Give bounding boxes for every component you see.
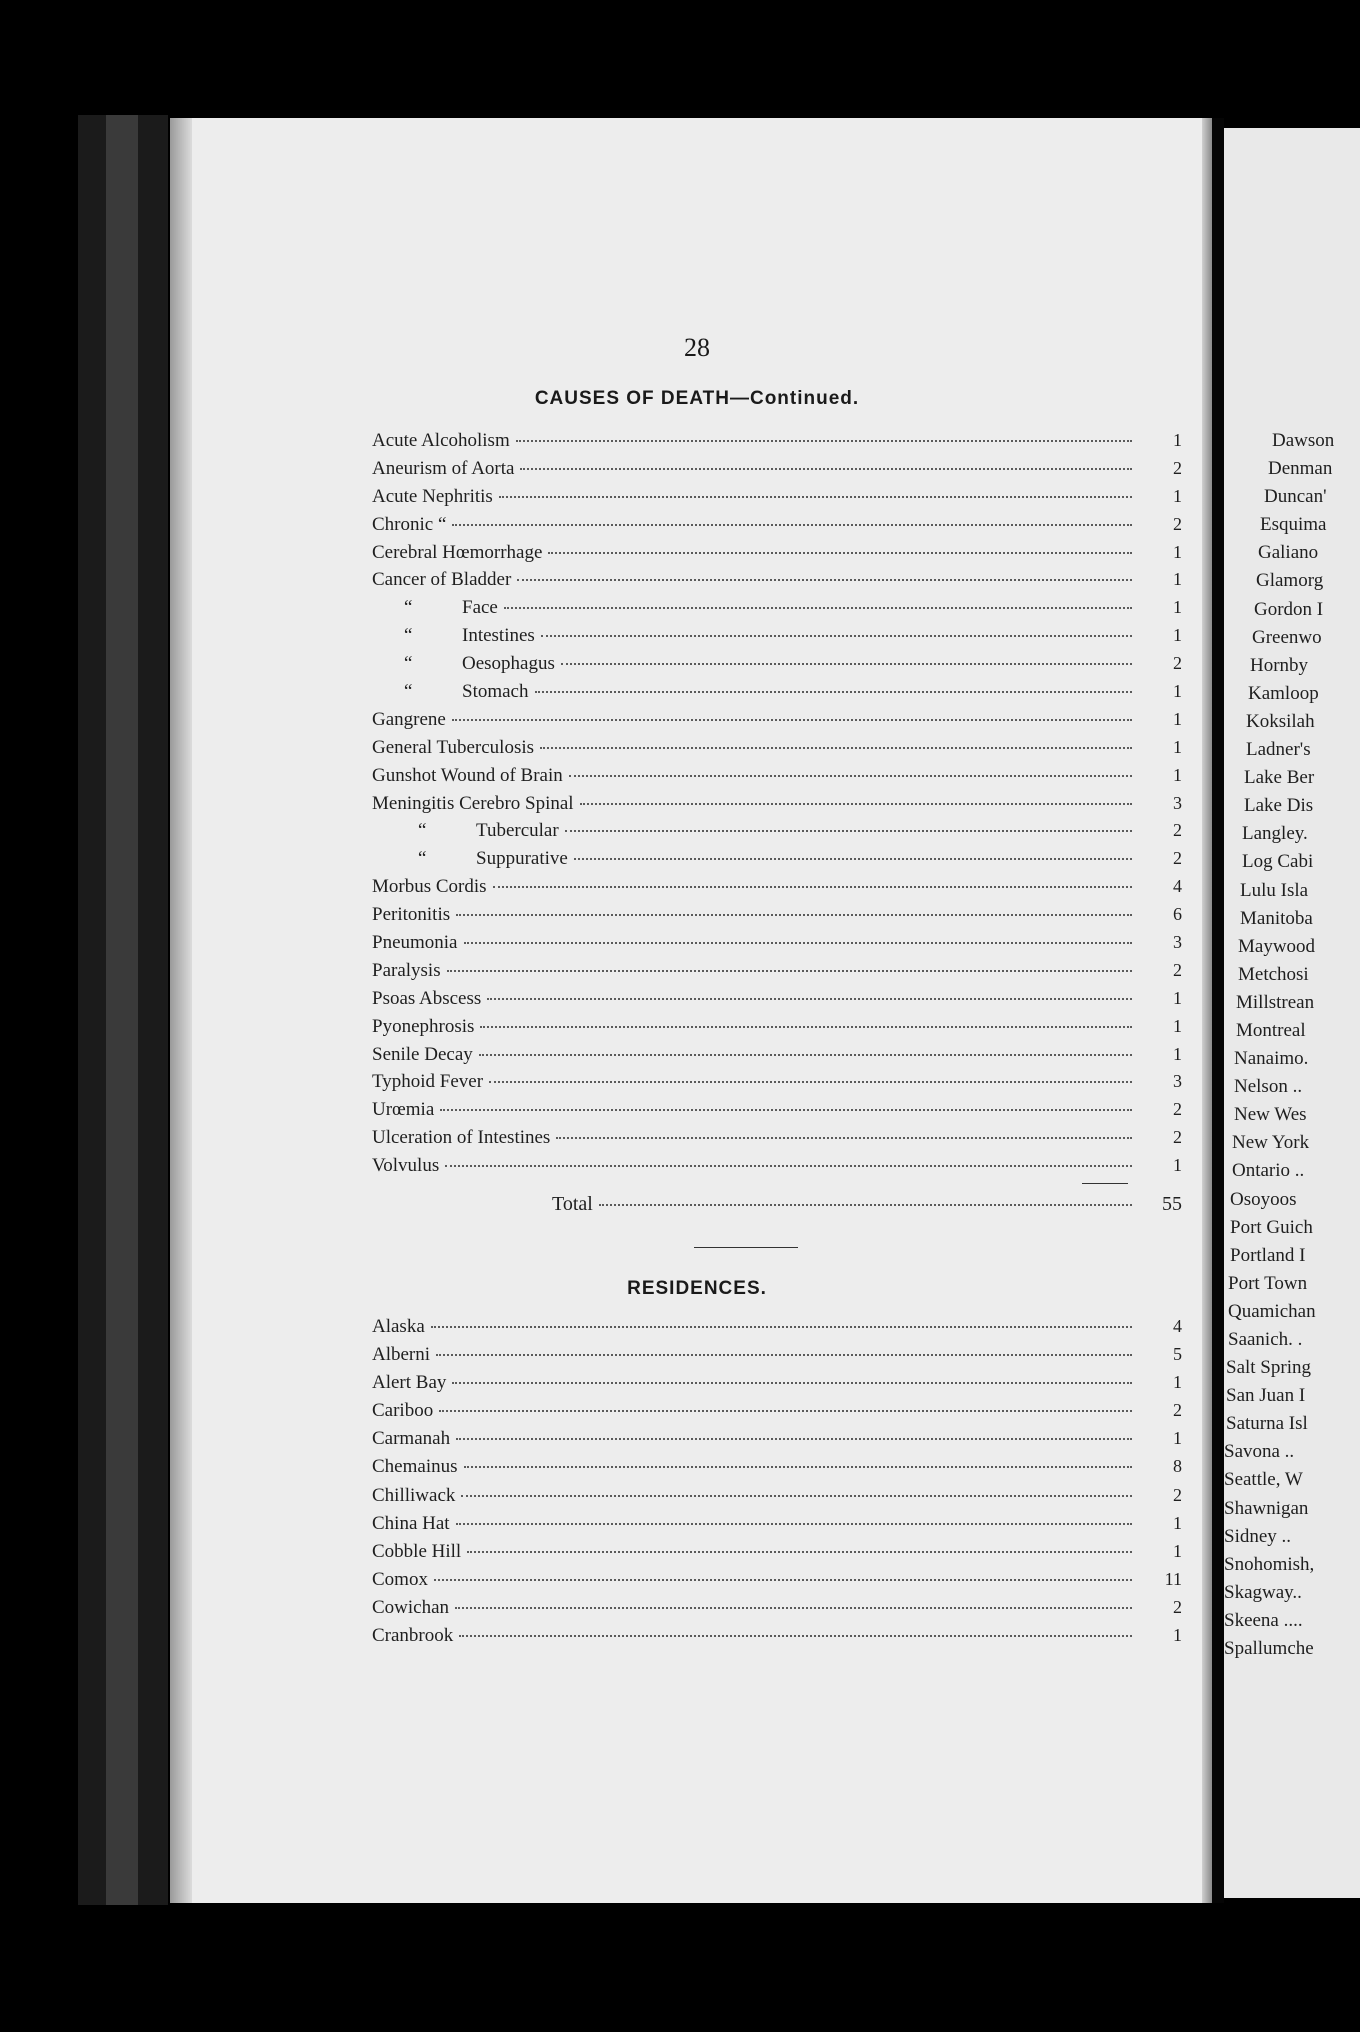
residence-count: 2 bbox=[1173, 1596, 1182, 1617]
dot-leader bbox=[447, 970, 1132, 972]
cause-row bbox=[372, 765, 1182, 793]
facing-page-entry: Lake Dis bbox=[1244, 795, 1314, 817]
cause-name: Peritonitis bbox=[372, 904, 451, 926]
dot-leader bbox=[569, 775, 1132, 777]
dot-leader bbox=[459, 1635, 1132, 1637]
cause-row bbox=[372, 1044, 1182, 1072]
cause-name: Urœmia bbox=[372, 1099, 435, 1121]
dot-leader bbox=[439, 1410, 1132, 1412]
facing-page-entry: Quamichan bbox=[1228, 1300, 1316, 1322]
cause-name: Acute Nephritis bbox=[372, 485, 493, 507]
dot-leader bbox=[599, 1204, 1132, 1206]
cause-label bbox=[372, 1071, 483, 1093]
cause-label bbox=[372, 1155, 439, 1177]
cause-name: Psoas Abscess bbox=[372, 987, 482, 1009]
residence-count: 2 bbox=[1173, 1484, 1182, 1505]
residence-row bbox=[372, 1597, 1182, 1625]
cause-row bbox=[372, 542, 1182, 570]
ditto-mark: “ bbox=[404, 625, 413, 647]
page-number: 28 bbox=[684, 333, 710, 362]
facing-page-entry: San Juan I bbox=[1226, 1385, 1306, 1407]
facing-page-entry: New York bbox=[1232, 1132, 1310, 1154]
facing-page-entry: Lulu Isla bbox=[1240, 879, 1309, 901]
facing-page-entry: Manitoba bbox=[1240, 907, 1313, 929]
facing-page-entry: Nelson .. bbox=[1234, 1076, 1303, 1098]
cause-row bbox=[372, 458, 1182, 486]
cause-label bbox=[372, 765, 563, 787]
facing-page-entry: Greenwo bbox=[1252, 626, 1322, 648]
dot-leader bbox=[455, 1607, 1132, 1609]
total-label: Total bbox=[552, 1193, 593, 1215]
facing-page-entry: Osoyoos bbox=[1230, 1188, 1297, 1210]
cause-name: Morbus Cordis bbox=[372, 876, 487, 898]
residence-name: China Hat bbox=[372, 1512, 450, 1534]
residence-name: Comox bbox=[372, 1568, 428, 1590]
dot-leader bbox=[480, 1026, 1132, 1028]
cause-count: 2 bbox=[1173, 959, 1182, 980]
cause-label bbox=[372, 597, 498, 619]
cause-count: 2 bbox=[1173, 820, 1182, 841]
cause-count: 1 bbox=[1173, 541, 1182, 562]
cause-count: 1 bbox=[1173, 569, 1182, 590]
cause-count: 2 bbox=[1173, 653, 1182, 674]
cause-name: Cerebral Hœmorrhage bbox=[372, 541, 543, 563]
cause-row bbox=[372, 960, 1182, 988]
dot-leader bbox=[479, 1054, 1132, 1056]
facing-page-entry: Saanich. . bbox=[1228, 1329, 1303, 1350]
cause-row bbox=[372, 793, 1182, 821]
ditto-mark: “ bbox=[404, 681, 413, 703]
total-value: 55 bbox=[1162, 1193, 1182, 1215]
facing-page-entry: Nanaimo. bbox=[1234, 1048, 1309, 1070]
dot-leader bbox=[489, 1081, 1132, 1083]
cause-name: Suppurative bbox=[476, 848, 568, 870]
cause-label bbox=[372, 737, 534, 759]
dot-leader bbox=[561, 663, 1132, 665]
residence-row bbox=[372, 1541, 1182, 1569]
dot-leader bbox=[565, 830, 1132, 832]
cause-name: Pyonephrosis bbox=[372, 1015, 475, 1037]
residence-name: Cobble Hill bbox=[372, 1540, 462, 1562]
residence-count: 11 bbox=[1164, 1568, 1182, 1589]
cause-count: 2 bbox=[1173, 457, 1182, 478]
cause-label bbox=[372, 709, 446, 731]
facing-page-entry: Saturna Isl bbox=[1226, 1413, 1308, 1435]
cause-row bbox=[372, 709, 1182, 737]
facing-page-entry: Snohomish, bbox=[1224, 1553, 1315, 1575]
cause-name: Acute Alcoholism bbox=[372, 430, 510, 451]
residence-count: 1 bbox=[1173, 1372, 1182, 1393]
residence-count: 1 bbox=[1173, 1540, 1182, 1561]
cause-row bbox=[372, 820, 1182, 848]
cause-name: Typhoid Fever bbox=[372, 1071, 484, 1093]
cause-count: 2 bbox=[1173, 1099, 1182, 1120]
residence-count: 1 bbox=[1173, 1625, 1182, 1646]
cause-name: Pneumonia bbox=[372, 932, 458, 954]
cause-row bbox=[372, 904, 1182, 932]
cause-count: 1 bbox=[1173, 625, 1182, 646]
facing-page-entry: Glamorg bbox=[1256, 570, 1324, 592]
cause-label bbox=[372, 904, 450, 926]
facing-page-entry: Ladner's bbox=[1246, 739, 1311, 761]
facing-page-entry: Savona .. bbox=[1224, 1441, 1295, 1463]
cause-count: 1 bbox=[1173, 708, 1182, 729]
ditto-mark: “ bbox=[404, 597, 413, 619]
facing-page-entry: Galiano bbox=[1258, 542, 1319, 564]
cause-name: Aneurism of Aorta bbox=[372, 457, 515, 479]
cause-count: 1 bbox=[1173, 1043, 1182, 1064]
cause-name: Meningitis Cerebro Spinal bbox=[372, 792, 574, 814]
dot-leader bbox=[452, 524, 1132, 526]
dot-leader bbox=[440, 1109, 1132, 1111]
cause-count: 2 bbox=[1173, 848, 1182, 869]
cause-name: Volvulus bbox=[372, 1155, 440, 1177]
residence-name: Cariboo bbox=[372, 1400, 434, 1422]
facing-page-entry: Spallumche bbox=[1224, 1638, 1314, 1660]
cause-name: Intestines bbox=[462, 625, 535, 647]
cause-name: Gunshot Wound of Brain bbox=[372, 764, 563, 786]
residence-row bbox=[372, 1316, 1182, 1344]
cause-row bbox=[372, 597, 1182, 625]
book-spine-fold bbox=[106, 115, 138, 1905]
cause-label bbox=[372, 486, 493, 508]
cause-row bbox=[372, 569, 1182, 597]
residence-row bbox=[372, 1428, 1182, 1456]
residence-count: 5 bbox=[1173, 1344, 1182, 1365]
facing-page-entry: Esquima bbox=[1260, 514, 1327, 536]
cause-name: Gangrene bbox=[372, 708, 446, 730]
facing-page-entry: Portland I bbox=[1230, 1244, 1306, 1266]
cause-label bbox=[372, 848, 568, 870]
cause-count: 1 bbox=[1173, 736, 1182, 757]
cause-count: 1 bbox=[1173, 1155, 1182, 1176]
cause-count: 3 bbox=[1173, 932, 1182, 953]
cause-count: 6 bbox=[1173, 904, 1182, 925]
cause-row bbox=[372, 430, 1182, 458]
cause-label bbox=[372, 430, 510, 452]
cause-label bbox=[372, 681, 529, 703]
facing-page-entry: Salt Spring bbox=[1226, 1357, 1311, 1379]
facing-page-entry: Denman bbox=[1268, 458, 1333, 480]
cause-count: 1 bbox=[1173, 987, 1182, 1008]
cause-row bbox=[372, 876, 1182, 904]
cause-count: 2 bbox=[1173, 513, 1182, 534]
dot-leader bbox=[461, 1495, 1132, 1497]
causes-of-death-list bbox=[372, 430, 1182, 1183]
facing-page-entry: Gordon I bbox=[1254, 598, 1324, 620]
dot-leader bbox=[516, 440, 1132, 442]
dot-leader bbox=[464, 1466, 1133, 1468]
cause-name: Ulceration of Intestines bbox=[372, 1127, 551, 1149]
dot-leader bbox=[487, 998, 1132, 1000]
residence-name: Chilliwack bbox=[372, 1484, 456, 1506]
dot-leader bbox=[574, 858, 1132, 860]
cause-name: General Tuberculosis bbox=[372, 736, 535, 758]
cause-label bbox=[372, 1044, 473, 1066]
residence-row bbox=[372, 1569, 1182, 1597]
residence-count: 2 bbox=[1173, 1400, 1182, 1421]
facing-page-entry: Shawnigan bbox=[1224, 1497, 1309, 1519]
cause-row bbox=[372, 1016, 1182, 1044]
cause-label bbox=[372, 820, 559, 842]
residence-row bbox=[372, 1344, 1182, 1372]
residence-name: Alaska bbox=[372, 1316, 425, 1337]
cause-label bbox=[372, 932, 458, 954]
cause-row bbox=[372, 486, 1182, 514]
cause-count: 3 bbox=[1173, 792, 1182, 813]
dot-leader bbox=[434, 1579, 1132, 1581]
residence-name: Cowichan bbox=[372, 1596, 450, 1618]
facing-page-entry: Skagway.. bbox=[1224, 1581, 1302, 1603]
cause-row bbox=[372, 1071, 1182, 1099]
section-divider bbox=[694, 1247, 798, 1248]
facing-page-entry: Langley. bbox=[1242, 823, 1308, 845]
ditto-mark: “ bbox=[418, 820, 427, 842]
dot-leader bbox=[541, 635, 1132, 637]
residence-count: 8 bbox=[1173, 1456, 1182, 1477]
cause-row bbox=[372, 988, 1182, 1016]
residence-name: Alert Bay bbox=[372, 1372, 447, 1394]
dot-leader bbox=[436, 1354, 1132, 1356]
facing-page-entry: Seattle, W bbox=[1224, 1469, 1303, 1491]
dot-leader bbox=[517, 579, 1132, 581]
facing-page-entry: Montreal bbox=[1236, 1019, 1306, 1041]
residence-count: 4 bbox=[1173, 1316, 1182, 1336]
dot-leader bbox=[456, 1438, 1132, 1440]
residence-count: 1 bbox=[1173, 1512, 1182, 1533]
cause-row bbox=[372, 1127, 1182, 1155]
cause-name: Cancer of Bladder bbox=[372, 569, 512, 591]
dot-leader bbox=[540, 747, 1132, 749]
page-stack-edge bbox=[170, 118, 192, 1903]
cause-count: 2 bbox=[1173, 1127, 1182, 1148]
dot-leader bbox=[464, 942, 1133, 944]
cause-name: Face bbox=[462, 597, 498, 619]
cause-row bbox=[372, 737, 1182, 765]
cause-label bbox=[372, 653, 555, 675]
residence-name: Chemainus bbox=[372, 1456, 458, 1478]
facing-page-entry: Metchosi bbox=[1238, 963, 1309, 985]
cause-count: 1 bbox=[1173, 681, 1182, 702]
residence-row bbox=[372, 1513, 1182, 1541]
facing-page-entry: Port Guich bbox=[1230, 1216, 1313, 1238]
cause-name: Chronic “ bbox=[372, 513, 447, 535]
cause-label bbox=[372, 458, 514, 480]
residences-list bbox=[372, 1316, 1182, 1653]
facing-page-entry: Hornby bbox=[1250, 654, 1309, 676]
dot-leader bbox=[520, 468, 1132, 470]
facing-page-entry: Skeena .... bbox=[1224, 1609, 1303, 1631]
cause-label bbox=[372, 1099, 434, 1121]
dot-leader bbox=[504, 607, 1132, 609]
cause-label bbox=[372, 1016, 474, 1038]
total-rule bbox=[1082, 1183, 1128, 1184]
dot-leader bbox=[493, 886, 1132, 888]
facing-page-residences-list bbox=[1224, 430, 1360, 1666]
dot-leader bbox=[580, 803, 1132, 805]
left-page bbox=[192, 118, 1202, 1903]
cause-name: Paralysis bbox=[372, 959, 441, 981]
facing-page-entry: Duncan' bbox=[1264, 486, 1327, 508]
dot-leader bbox=[445, 1165, 1132, 1167]
facing-page bbox=[1224, 128, 1360, 1898]
cause-label bbox=[372, 1127, 550, 1149]
facing-page-entry: Maywood bbox=[1238, 935, 1316, 957]
cause-row bbox=[372, 1099, 1182, 1127]
cause-count: 1 bbox=[1173, 764, 1182, 785]
residence-name: Alberni bbox=[372, 1344, 431, 1366]
cause-count: 3 bbox=[1173, 1071, 1182, 1092]
residence-count: 1 bbox=[1173, 1428, 1182, 1449]
cause-row bbox=[372, 932, 1182, 960]
cause-count: 4 bbox=[1173, 876, 1182, 897]
cause-count: 1 bbox=[1173, 597, 1182, 618]
ditto-mark: “ bbox=[418, 848, 427, 870]
dot-leader bbox=[456, 1523, 1132, 1525]
cause-count: 1 bbox=[1173, 485, 1182, 506]
dot-leader bbox=[431, 1326, 1132, 1328]
dot-leader bbox=[467, 1551, 1132, 1553]
residence-name: Carmanah bbox=[372, 1428, 451, 1450]
dot-leader bbox=[452, 719, 1132, 721]
ditto-mark: “ bbox=[404, 653, 413, 675]
cause-label bbox=[372, 569, 511, 591]
facing-page-entry: Kamloop bbox=[1248, 682, 1319, 704]
cause-name: Senile Decay bbox=[372, 1043, 473, 1065]
residence-row bbox=[372, 1625, 1182, 1653]
residence-row bbox=[372, 1456, 1182, 1484]
cause-row bbox=[372, 681, 1182, 709]
facing-page-entry: New Wes bbox=[1234, 1104, 1307, 1126]
cause-label bbox=[372, 542, 542, 564]
cause-name: Tubercular bbox=[476, 820, 559, 842]
cause-name: Stomach bbox=[462, 681, 529, 703]
facing-page-entry: Ontario .. bbox=[1232, 1160, 1305, 1182]
cause-label bbox=[372, 988, 481, 1010]
facing-page-entry: Koksilah bbox=[1246, 710, 1315, 732]
cause-row bbox=[372, 1155, 1182, 1183]
residences-heading: RESIDENCES. bbox=[627, 1278, 767, 1299]
cause-label bbox=[372, 876, 487, 898]
facing-page-entry: Lake Ber bbox=[1244, 767, 1315, 789]
facing-page-entry: Millstrean bbox=[1236, 991, 1315, 1013]
cause-label bbox=[372, 514, 446, 536]
dot-leader bbox=[499, 496, 1132, 498]
cause-row bbox=[372, 625, 1182, 653]
cause-label bbox=[372, 793, 574, 815]
cause-count: 1 bbox=[1173, 430, 1182, 450]
page-gutter bbox=[1212, 118, 1224, 1903]
cause-label bbox=[372, 625, 535, 647]
cause-row bbox=[372, 848, 1182, 876]
facing-page-entry: Dawson bbox=[1272, 430, 1335, 451]
cause-label bbox=[372, 960, 441, 982]
cause-name: Oesophagus bbox=[462, 653, 555, 675]
causes-of-death-heading: CAUSES OF DEATH—Continued. bbox=[534, 388, 860, 409]
dot-leader bbox=[535, 691, 1133, 693]
residence-name: Cranbrook bbox=[372, 1625, 454, 1647]
facing-page-entry: Sidney .. bbox=[1224, 1525, 1292, 1547]
cause-row bbox=[372, 653, 1182, 681]
dot-leader bbox=[456, 914, 1132, 916]
residence-row bbox=[372, 1372, 1182, 1400]
dot-leader bbox=[556, 1137, 1132, 1139]
residence-row bbox=[372, 1485, 1182, 1513]
residence-row bbox=[372, 1400, 1182, 1428]
facing-page-entry: Port Town bbox=[1228, 1272, 1308, 1294]
cause-row bbox=[372, 514, 1182, 542]
facing-page-entry: Log Cabi bbox=[1242, 851, 1314, 873]
dot-leader bbox=[452, 1382, 1132, 1384]
total-row bbox=[552, 1193, 1182, 1216]
cause-count: 1 bbox=[1173, 1015, 1182, 1036]
dot-leader bbox=[548, 552, 1132, 554]
